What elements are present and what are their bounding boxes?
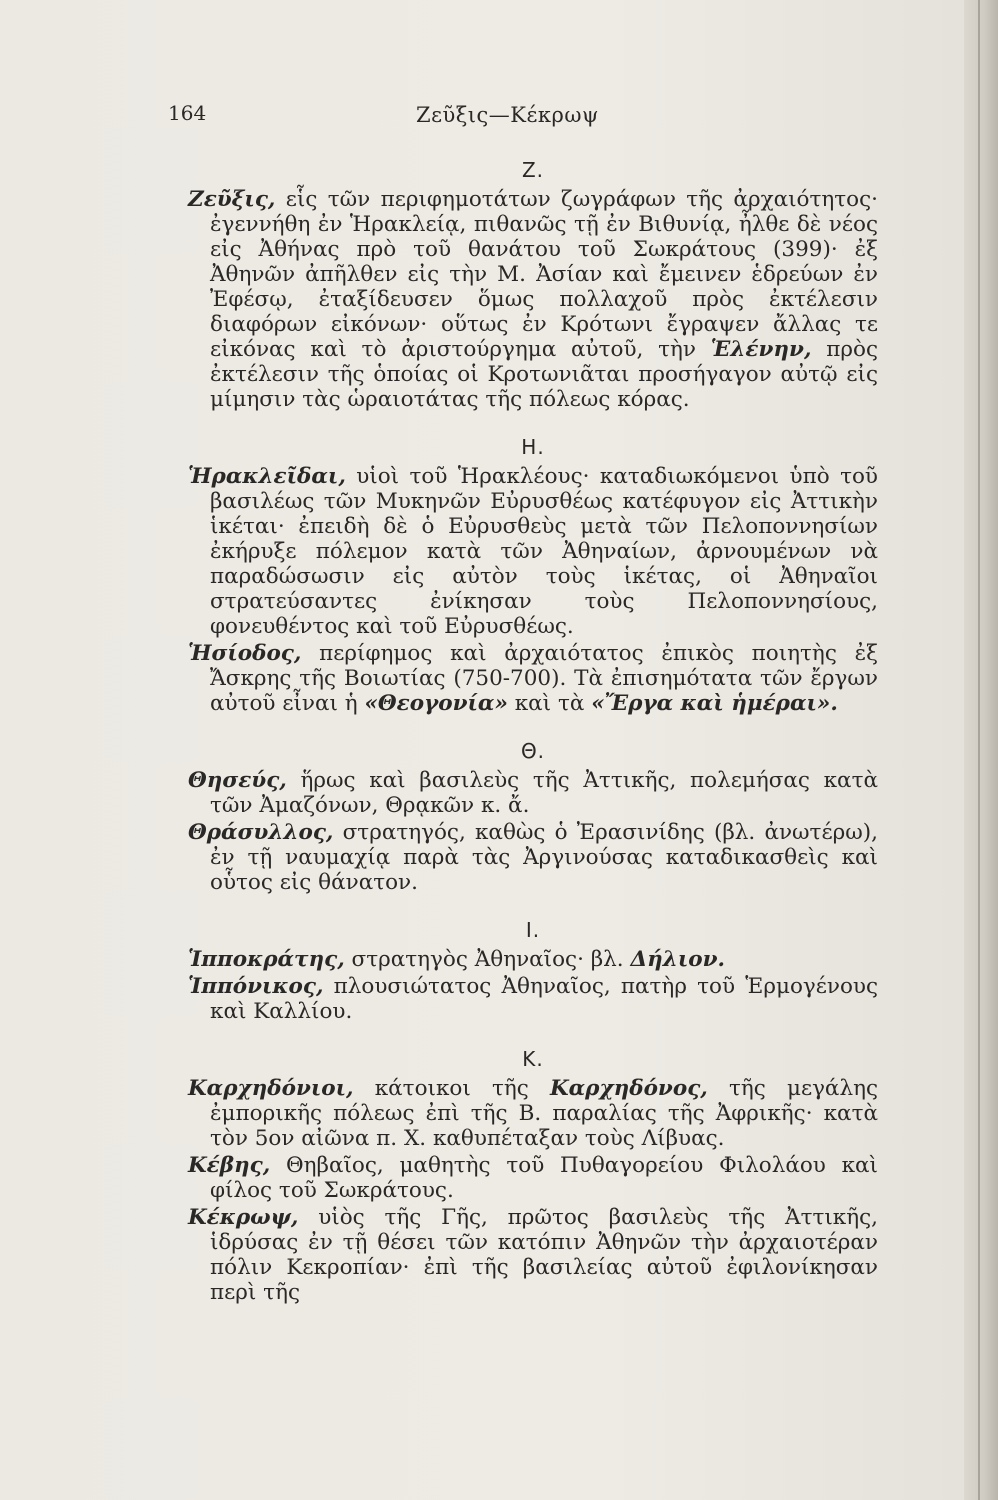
entry-thrasyllos bbox=[188, 820, 878, 895]
section-letter-h: Η. bbox=[521, 435, 545, 459]
page-content bbox=[168, 95, 878, 1307]
entry-term: Κέκρωψ, bbox=[188, 1205, 299, 1230]
entry-text: πρὸς ἐκτέλεσιν τῆς ὁποίας οἱ Κροτωνιᾶται προσήγαγον αὐτῷ εἰς μίμησιν τὰς ὡραιοτάτας τῆς πόλεως κόρας. bbox=[210, 337, 878, 412]
section-letter-th: Θ. bbox=[520, 739, 546, 763]
entry-text: κάτοικοι τῆς bbox=[353, 1076, 550, 1101]
entry-term: Ἡσίοδος, bbox=[188, 641, 302, 666]
entry-text: Θηβαῖος, μαθητὴς τοῦ Πυθαγορείου Φιλολάου καὶ φίλος τοῦ Σωκράτους. bbox=[210, 1153, 878, 1203]
entry-emphasis: «Ἔργα καὶ ἡμέραι». bbox=[591, 691, 838, 716]
entry-emphasis: Δήλιον. bbox=[630, 947, 726, 972]
entry-term: Ἱπποκράτης, bbox=[188, 947, 345, 972]
entry-text: υἱοὶ τοῦ Ἡρακλέους· καταδιωκόμενοι ὑπὸ τοῦ βασιλέως τῶν Μυκηνῶν Εὐρυσθέως κατέφυγον εἰς Ἀττικὴν ἱκέται· ἐπειδὴ δὲ ὁ Εὐρυσθεὺς μετὰ τῶν Πελοποννησίων ἐκήρυξε πόλεμον κατὰ τῶν Ἀθηναίων, ἀρνουμένων νὰ παραδώσωσιν εἰς αὐτὸν τοὺς ἱκέτας, οἱ Ἀθηναῖοι στρατεύσαντες ἐνίκησαν τοὺς Πελοποννησίους, φονευθέντος καὶ τοῦ Εὐρυσθέως. bbox=[210, 464, 878, 639]
entry-text: περίφημος καὶ ἀρχαιότατος ἐπικὸς ποιητὴς ἐξ Ἄσκρης τῆς Βοιωτίας (750-700). Τὰ ἐπισημότατα τῶν ἔργων αὐτοῦ εἶναι ἡ bbox=[210, 641, 878, 716]
binding-edge bbox=[978, 0, 980, 1500]
running-head: Ζεῦξις—Κέκρωψ bbox=[416, 103, 599, 127]
entry-term: Καρχηδόνιοι, bbox=[188, 1076, 354, 1101]
entry-kebes bbox=[188, 1153, 878, 1203]
entry-hesiodos bbox=[188, 641, 878, 716]
entry-text: καὶ τὰ bbox=[507, 691, 592, 716]
entry-emphasis: «Θεογονία» bbox=[364, 691, 508, 716]
entry-term: Ἡρακλεῖδαι, bbox=[188, 464, 346, 489]
entry-text: στρατηγὸς Ἀθηναῖος· βλ. bbox=[344, 947, 631, 972]
entry-kekrops bbox=[188, 1205, 878, 1305]
entry-term: Θράσυλλος, bbox=[188, 820, 334, 845]
entry-text: πλουσιώτατος Ἀθηναῖος, πατὴρ τοῦ Ἑρμογένους καὶ Καλλίου. bbox=[210, 974, 878, 1024]
entry-hippokrates bbox=[188, 947, 878, 972]
entry-term: Θησεύς, bbox=[188, 768, 287, 793]
entry-text: υἱὸς τῆς Γῆς, πρῶτος βασιλεὺς τῆς Ἀττικῆς, ἱδρύσας ἐν τῇ θέσει τῶν κατόπιν Ἀθηνῶν τὴν ἀρχαιοτέραν πόλιν Κεκροπίαν· ἐπὶ τῆς βασιλείας αὐτοῦ ἐφιλονίκησαν περὶ τῆς bbox=[210, 1205, 878, 1305]
entry-karchedonioi bbox=[188, 1076, 878, 1151]
entry-herakleidai bbox=[188, 464, 878, 639]
entry-term: Ζεῦξις, bbox=[188, 187, 276, 212]
entry-emphasis: Ἑλένην, bbox=[710, 337, 812, 362]
page-header bbox=[168, 95, 878, 135]
entry-theseus bbox=[188, 768, 878, 818]
entry-term: Κέβης, bbox=[188, 1153, 271, 1178]
entry-text: εἷς τῶν περιφημοτάτων ζωγράφων τῆς ἀρχαιότητος· ἐγεννήθη ἐν Ἡρακλείᾳ, πιθανῶς τῇ ἐν Βιθυνίᾳ, ἦλθε δὲ νέος εἰς Ἀθήνας πρὸ τοῦ θανάτου τοῦ Σωκράτους (399)· ἐξ Ἀθηνῶν ἀπῆλθεν εἰς τὴν Μ. Ἀσίαν καὶ ἔμεινεν ἑδρεύων ἐν Ἐφέσῳ, ἐταξίδευσεν ὅμως πολλαχοῦ πρὸς ἐκτέλεσιν διαφόρων εἰκόνων· οὕτως ἐν Κρότωνι ἔγραψεν ἄλλας τε εἰκόνας καὶ τὸ ἀριστούργημα αὐτοῦ, τὴν bbox=[210, 187, 878, 362]
entry-hipponikos bbox=[188, 974, 878, 1024]
entry-text: ἥρως καὶ βασιλεὺς τῆς Ἀττικῆς, πολεμήσας κατὰ τῶν Ἀμαζόνων, Θρᾳκῶν κ. ἄ. bbox=[210, 768, 878, 818]
page-gutter bbox=[964, 0, 998, 1500]
entry-text: στρατηγός, καθὼς ὁ Ἐρασινίδης (βλ. ἀνωτέρω), ἐν τῇ ναυμαχίᾳ παρὰ τὰς Ἀργινούσας καταδικασθεὶς καὶ οὗτος εἰς θάνατον. bbox=[210, 820, 878, 895]
section-letter-z: Ζ. bbox=[521, 158, 545, 182]
entry-emphasis: Καρχηδόνος, bbox=[549, 1076, 708, 1101]
entry-zeuxis bbox=[188, 187, 878, 412]
page-number: 164 bbox=[168, 101, 207, 125]
section-letter-i: Ι. bbox=[525, 918, 541, 942]
section-letter-k: Κ. bbox=[522, 1047, 544, 1071]
entry-text: τῆς μεγάλης ἐμπορικῆς πόλεως ἐπὶ τῆς Β. παραλίας τῆς Ἀφρικῆς· κατὰ τὸν 5ον αἰῶνα π. Χ. καθυπέταξαν τοὺς Λίβυας. bbox=[210, 1076, 878, 1151]
entry-term: Ἱππόνικος, bbox=[188, 974, 324, 999]
